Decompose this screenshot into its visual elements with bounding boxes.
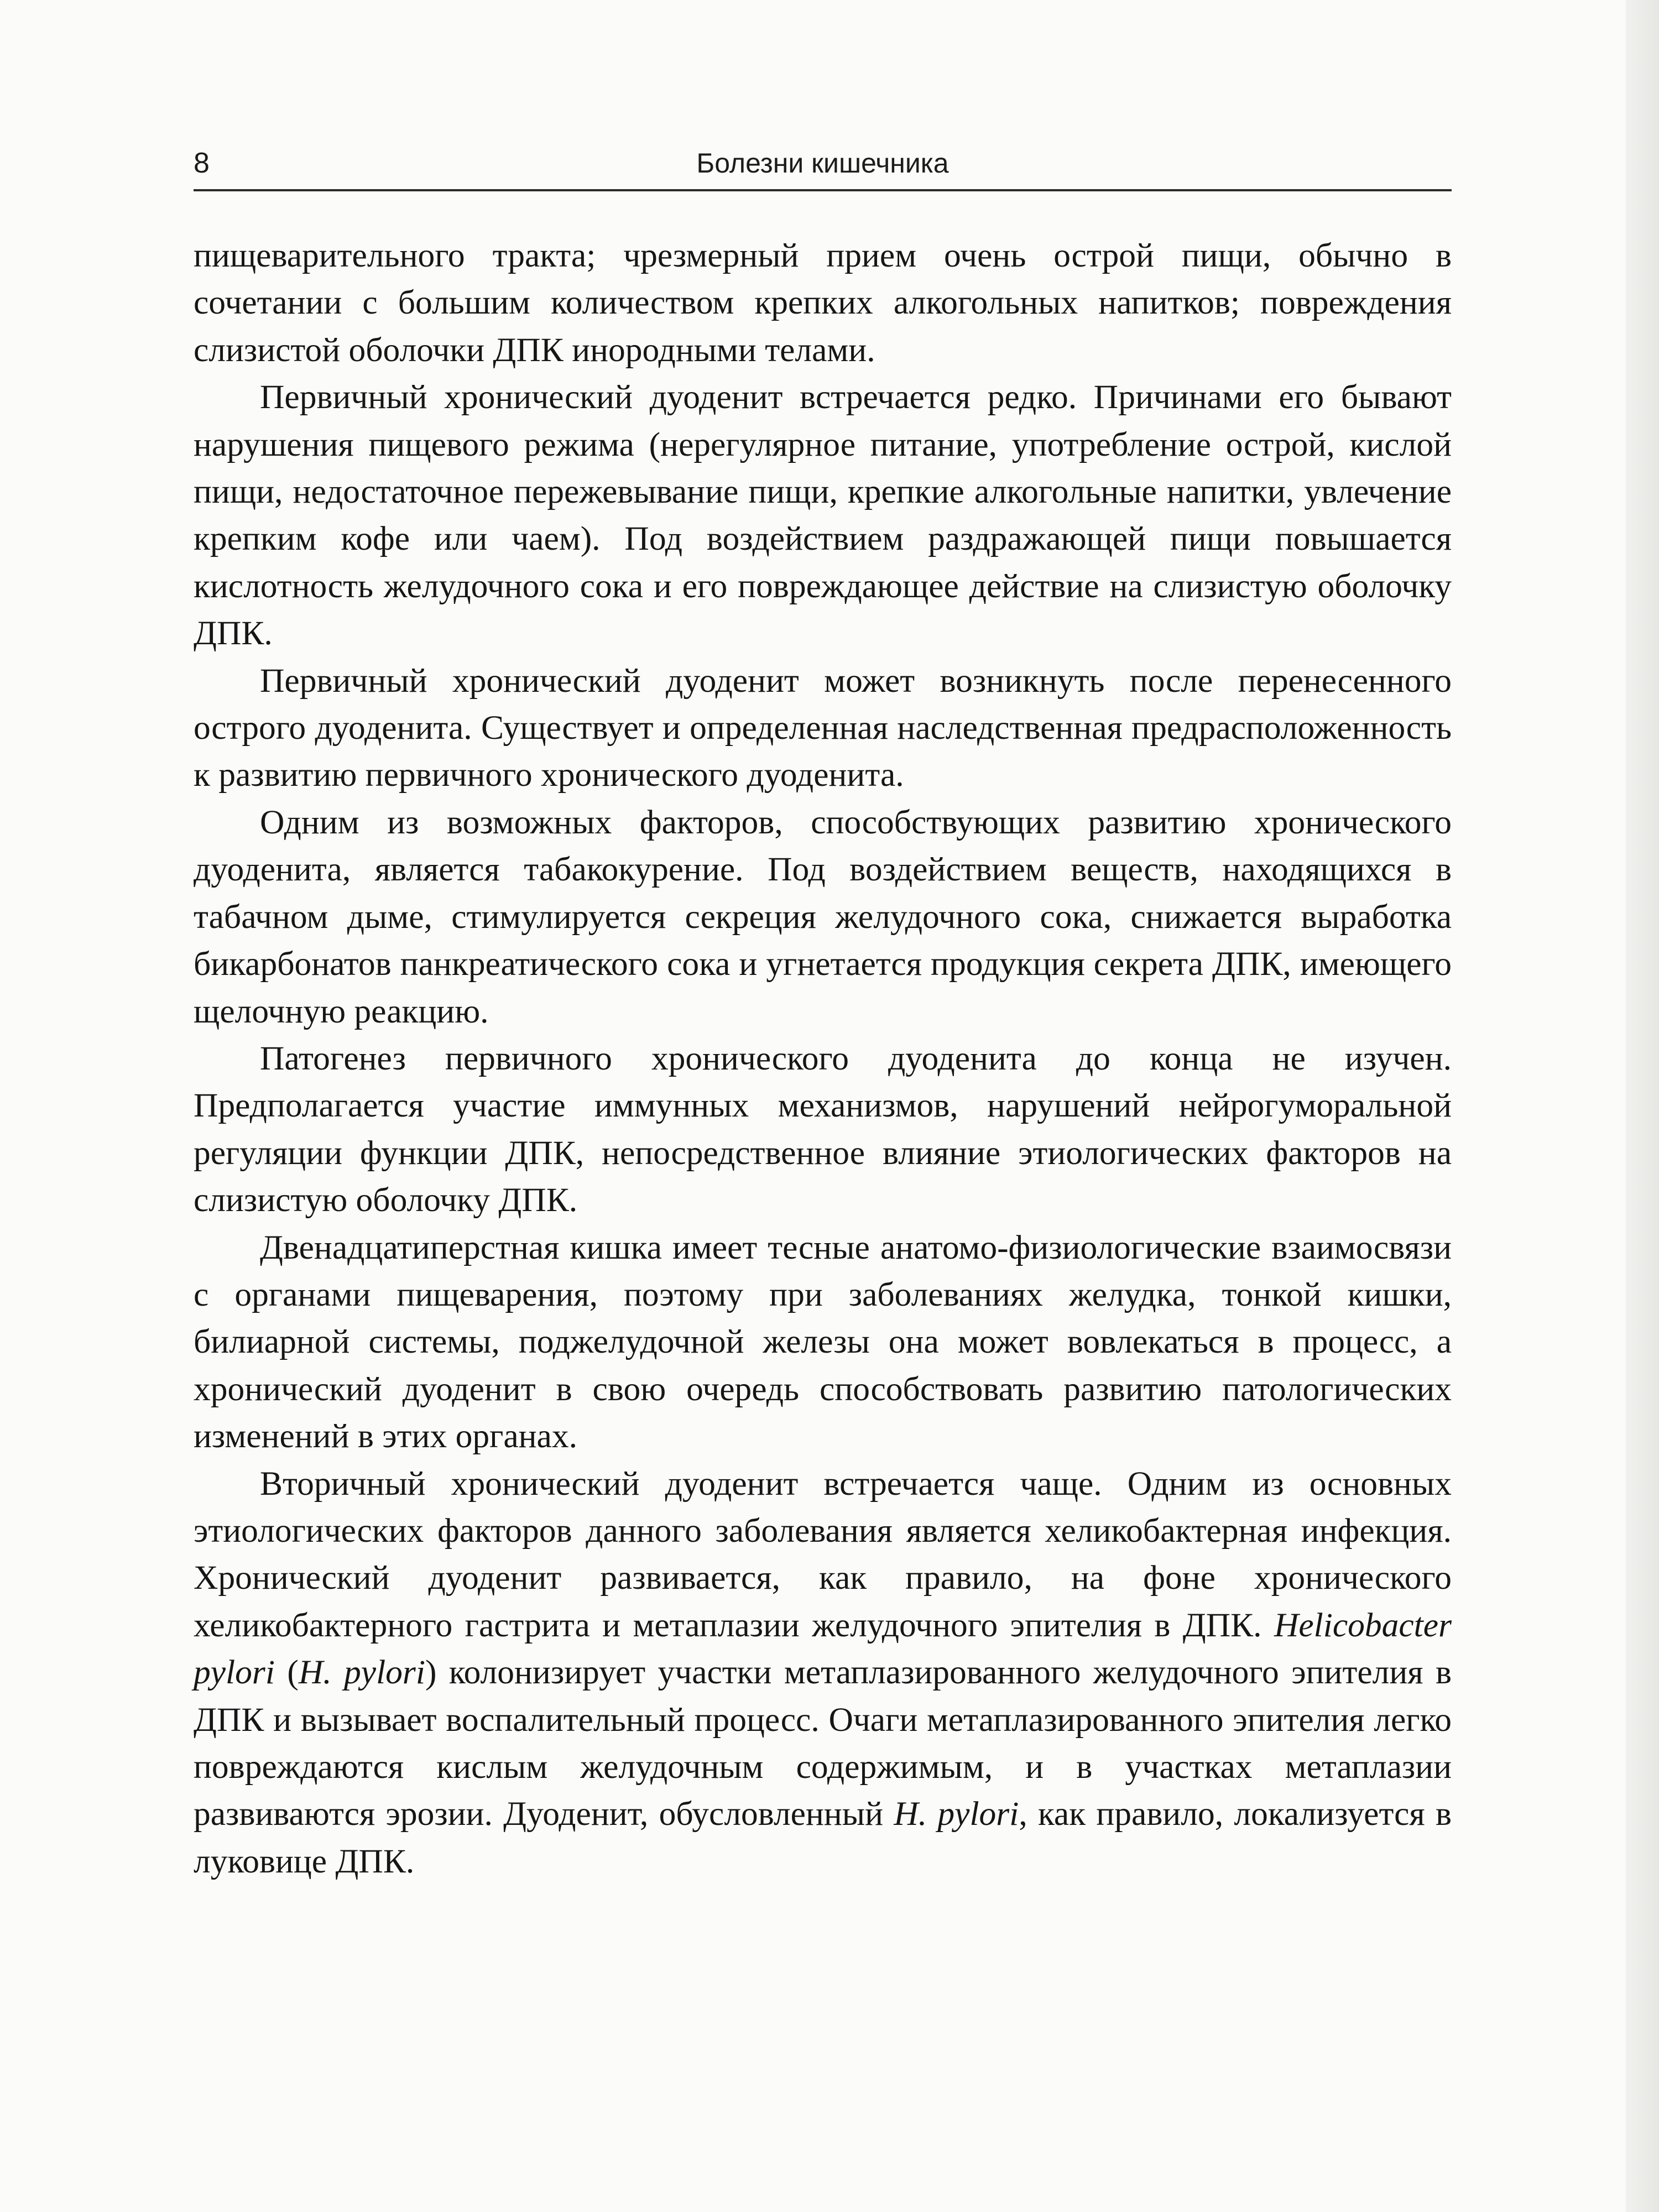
running-title: Болезни кишечника: [696, 148, 949, 179]
italic-term: Helicobacter pylori: [194, 1606, 1452, 1692]
paragraph: Одним из возможных факторов, способствующих развитию хронического дуоденита, является табакокурение. Под воздействием веществ, находящихся в табачном дыме, стимулируется секреция желудочного сока, снижается выработка бикарбонатов панкреатического сока и угнетается продукция секрета ДПК, имеющего щелочную реакцию.: [194, 803, 1452, 1030]
paragraph-text: Вторичный хронический дуоденит встречается чаще. Одним из основных этиологических факторов данного заболевания является хеликобактерная инфекция. Хронический дуоденит развивается, как правило, на фоне хронического хеликобактерного гастрита и метаплазии желудочного эпителия в ДПК.: [194, 1464, 1452, 1644]
italic-term: H. pylori: [894, 1795, 1019, 1833]
page-edge-shadow: [1626, 0, 1659, 2212]
paragraph-with-italics: [194, 1460, 1452, 1886]
paragraph-text: , как правило, локализуется в луковице ДПК.: [194, 1795, 1452, 1880]
body-text: [194, 232, 1452, 1885]
paragraph-text: (: [274, 1653, 299, 1692]
header-rule: [194, 189, 1452, 191]
page-number: 8: [194, 147, 210, 179]
paragraph-continued: пищеварительного тракта; чрезмерный прием очень острой пищи, обычно в сочетании с большим количеством крепких алкогольных напитков; повреждения слизистой оболочки ДПК инородными телами.: [194, 237, 1452, 369]
paragraph: Двенадцатиперстная кишка имеет тесные анатомо-физиологические взаимосвязи с органами пищеварения, поэтому при заболеваниях желудка, тонкой кишки, билиарной системы, поджелудочной железы она может вовлекаться в процесс, а хронический дуоденит в свою очередь способствовать развитию патологических изменений в этих органах.: [194, 1228, 1452, 1455]
paragraph: Первичный хронический дуоденит встречается редко. Причинами его бывают нарушения пищевого режима (нерегулярное питание, употребление острой, кислой пищи, недостаточное пережевывание пищи, крепкие алкогольные напитки, увлечение крепким кофе или чаем). Под воздействием раздражающей пищи повышается кислотность желудочного сока и его повреждающее действие на слизистую оболочку ДПК.: [194, 378, 1452, 653]
page-header: [194, 141, 1452, 185]
paragraph: Патогенез первичного хронического дуоденита до конца не изучен. Предполагается участие иммунных механизмов, нарушений нейрогуморальной регуляции функции ДПК, непосредственное влияние этиологических факторов на слизистую оболочку ДПК.: [194, 1039, 1452, 1219]
italic-term: H. pylori: [298, 1653, 425, 1692]
paragraph-text: ) колонизирует участки метаплазированного желудочного эпителия в ДПК и вызывает воспалительный процесс. Очаги метаплазированного эпителия легко повреждаются кислым желудочным содержимым, и в участках метаплазии развиваются эрозии. Дуоденит, обусловленный: [194, 1653, 1452, 1833]
paragraph: Первичный хронический дуоденит может возникнуть после перенесенного острого дуоденита. Существует и определенная наследственная предрасположенность к развитию первичного хронического дуоденита.: [194, 661, 1452, 794]
